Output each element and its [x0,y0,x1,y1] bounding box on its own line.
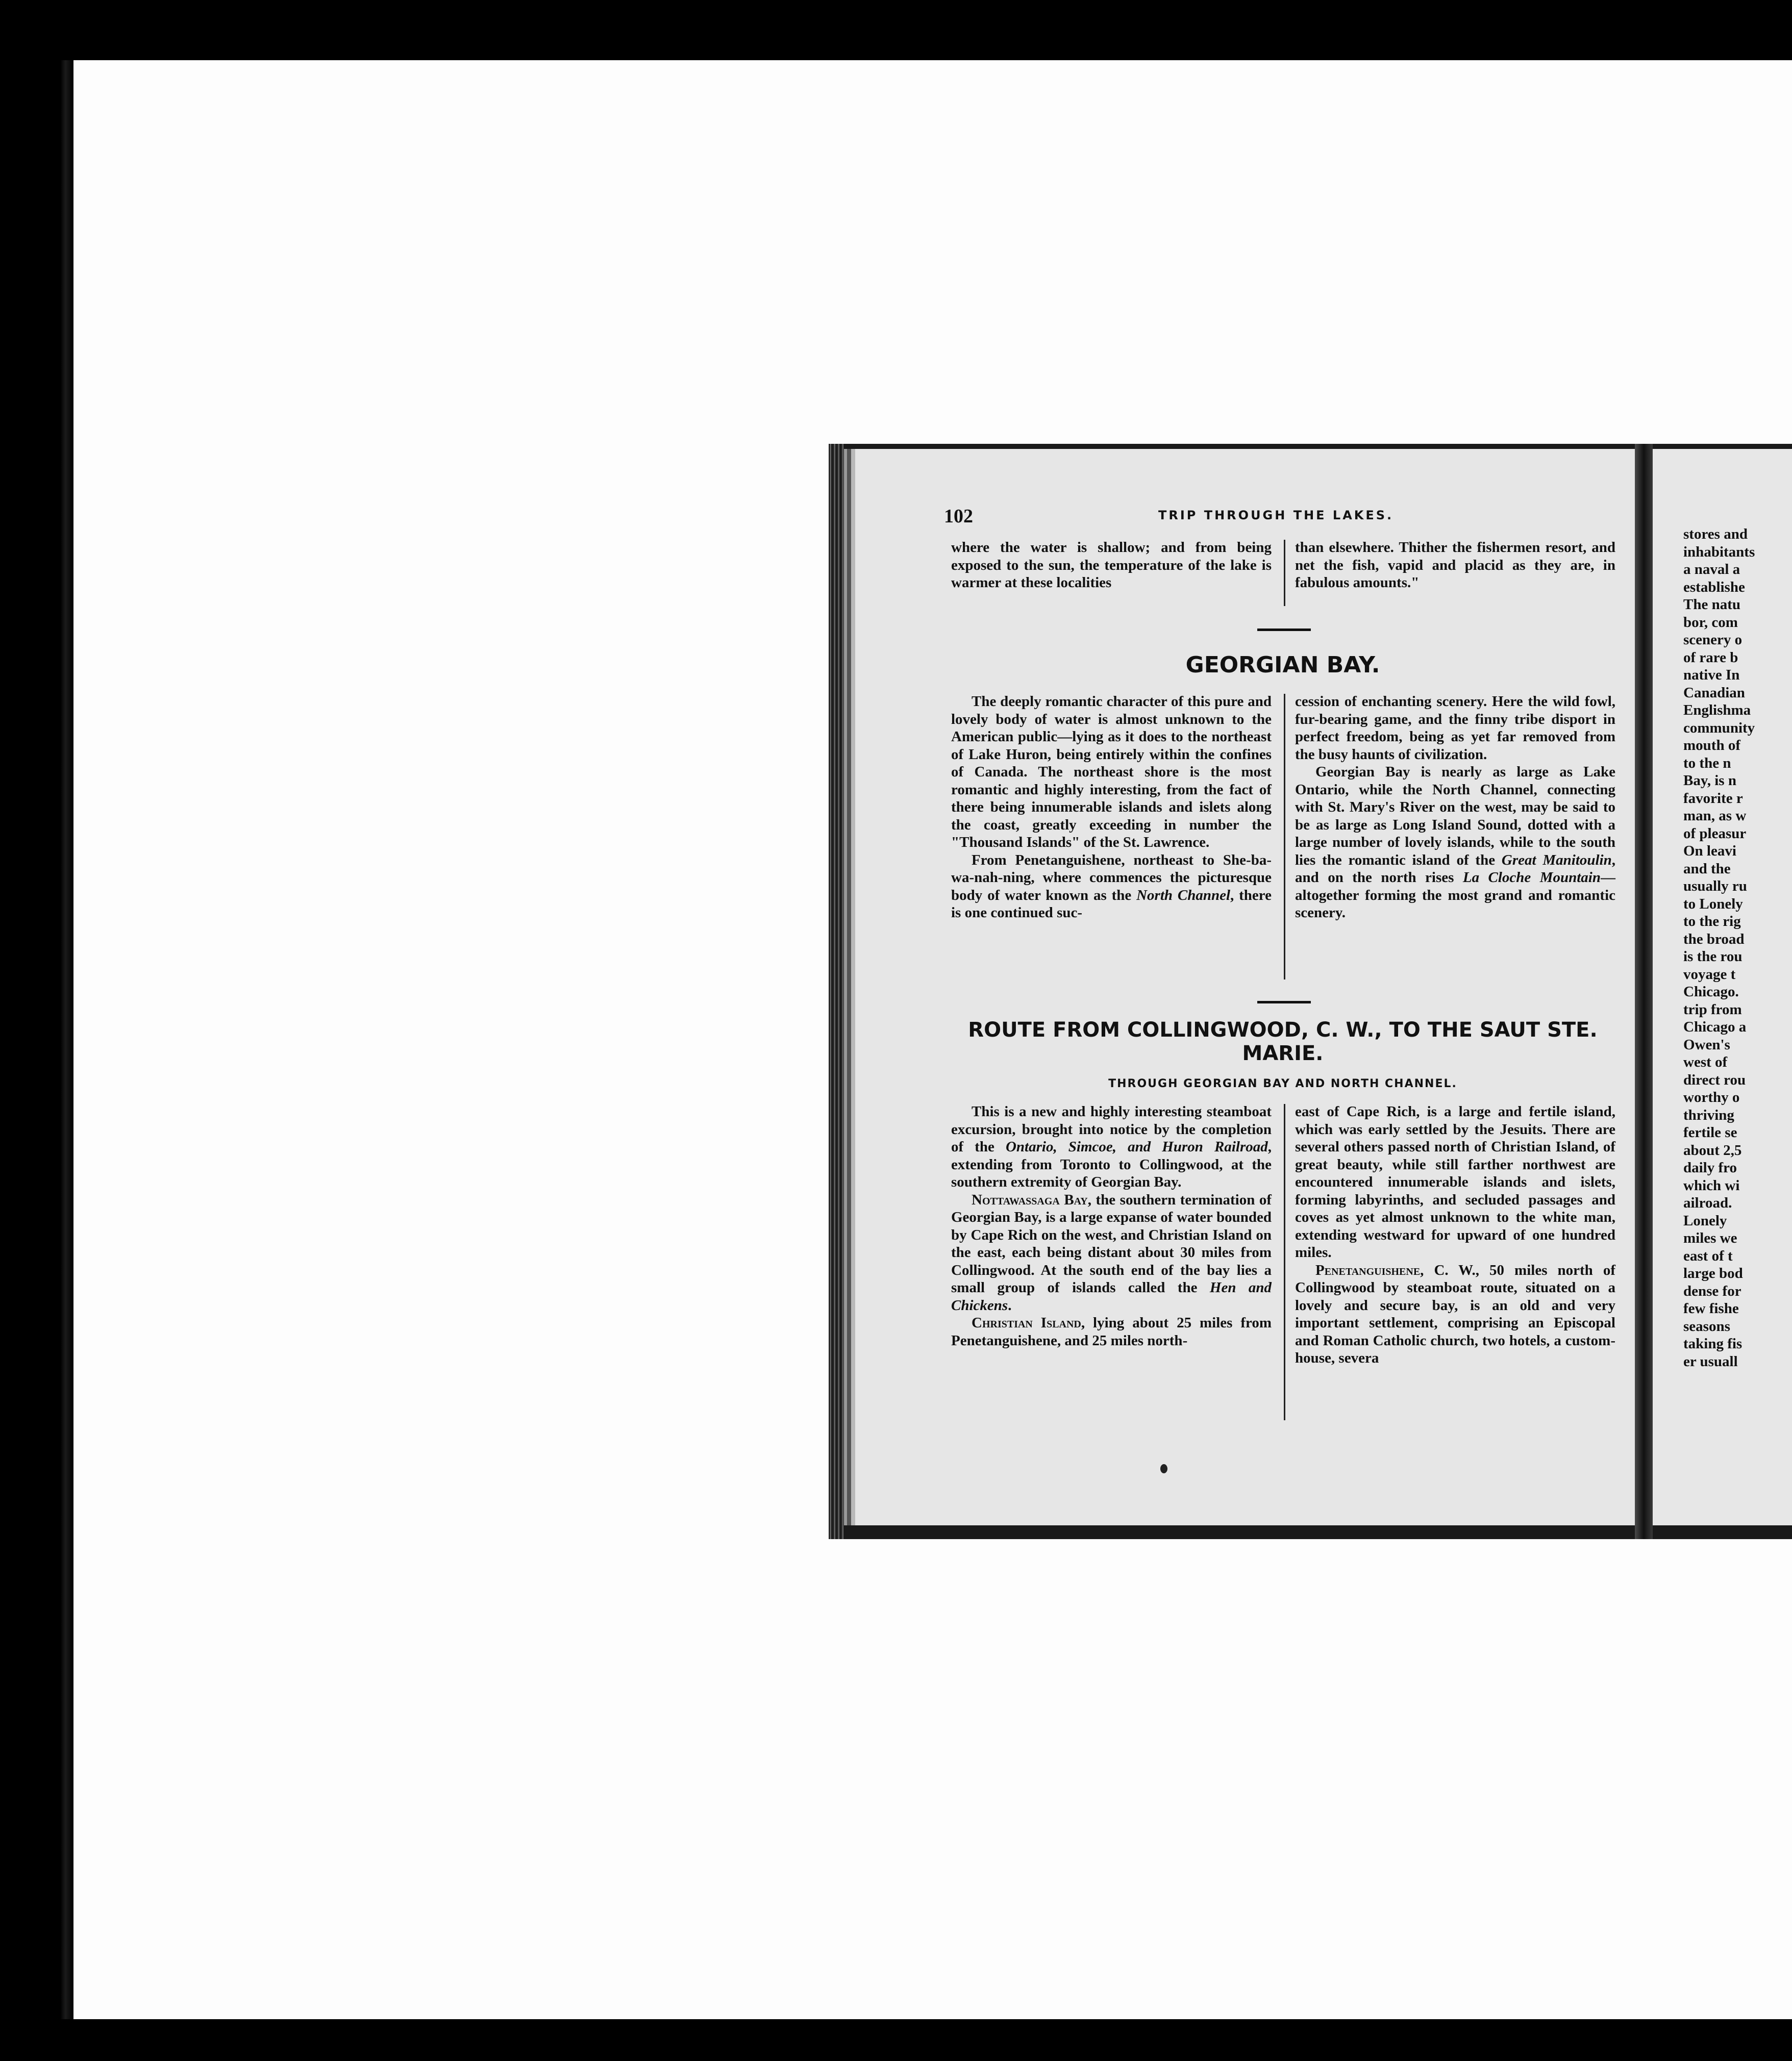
facing-page-line: east of t [1683,1247,1733,1264]
microfilm-frame [60,60,1792,2019]
facing-page-line: Owen's [1683,1036,1730,1053]
facing-page-line: and the [1683,860,1731,877]
facing-page-line: west of [1683,1054,1728,1070]
facing-page-line: Canadian [1683,684,1745,701]
facing-page-line: Englishma [1683,702,1751,718]
running-title: TRIP THROUGH THE LAKES. [1158,508,1394,522]
route-paragraph: Nottawassaga Bay, the southern termination of Georgian Bay, is a large expanse of water bounded by Cape Rich on the west, and Christian Island on the east, each being distant about 30 miles from Collingwood. At the south end of the bay lies a small group of islands called the Hen and Chickens. [951,1191,1272,1314]
intro-column-right [1295,539,1615,592]
left-page [844,449,1635,1525]
intro-left-text: where the water is shallow; and from being exposed to the sun, the temperature of the lake is warmer at these localities [951,539,1272,591]
facing-page-line: bor, com [1683,614,1738,631]
facing-page-line: fertile se [1683,1124,1737,1141]
section-heading-georgian-bay: GEORGIAN BAY. [1185,652,1380,678]
facing-page-line: Chicago a [1683,1019,1747,1035]
facing-page-line: of pleasur [1683,825,1747,842]
facing-page-line: Lonely [1683,1212,1727,1229]
facing-page-line: establishe [1683,579,1745,595]
facing-page-line: trip from [1683,1001,1742,1018]
open-book [829,444,1792,1539]
route-paragraph: Christian Island, lying about 25 miles from Penetanguishene, and 25 miles north- [951,1315,1272,1349]
intro-right-text: than elsewhere. Thither the fishermen resort, and net the fish, vapid and placid as they are, in fabulous amounts." [1295,539,1615,591]
facing-page-line: usually ru [1683,878,1747,894]
facing-page-line: a naval a [1683,561,1740,577]
film-edge-strip [60,60,73,2019]
section-divider [1257,1001,1311,1003]
route-column-right [1295,1103,1615,1367]
facing-page-line: dense for [1683,1283,1741,1299]
page-number: 102 [944,506,973,527]
facing-page-line: which wi [1683,1177,1740,1194]
facing-page-text [1683,525,1792,1370]
facing-page-line: stores and [1683,526,1748,542]
route-paragraph: Penetanguishene, C. W., 50 miles north of Collingwood by steamboat route, situated on a lovely and secure bay, is an old and very important settlement, comprising an Episcopal and Roman Catholic church, two hotels, a custom-house, severa [1295,1262,1615,1366]
route-heading-line: ROUTE FROM COLLINGWOOD, C. W., TO THE SAUT STE. [968,1018,1598,1042]
georgian-column-right [1295,693,1615,922]
facing-page-line: ailroad. [1683,1195,1732,1211]
facing-page-line: native In [1683,667,1740,683]
georgian-paragraph: The deeply romantic character of this pure and lovely body of water is almost unknown to the American public—lying as it does to the northeast of Lake Huron, being entirely within the confines of Canada. The northeast shore is the most romantic and highly interesting, from the fact of there being innumerable islands and islets along the coast, greatly exceeding in number the "Thousand Islands" of the St. Lawrence. [951,693,1272,850]
route-heading-line: MARIE. [1242,1042,1324,1065]
facing-page-line: seasons [1683,1318,1730,1335]
facing-page [1653,449,1792,1525]
facing-page-line: about 2,5 [1683,1142,1742,1159]
facing-page-line: inhabitants [1683,543,1755,560]
facing-page-line: favorite r [1683,790,1743,807]
facing-page-line: worthy o [1683,1089,1740,1105]
facing-page-line: er usuall [1683,1353,1738,1370]
facing-page-line: miles we [1683,1230,1737,1246]
facing-page-line: to the n [1683,755,1731,771]
book-gutter [1635,444,1653,1539]
route-column-left [951,1103,1272,1349]
facing-page-line: Chicago. [1683,984,1739,1000]
route-paragraph: east of Cape Rich, is a large and fertile island, which was early settled by the Jesuits. There are several others passed north of Christian Island, of great beauty, while still farther northwest are encountered innumerable islands and islets, forming labyrinths, and secluded passages and coves as yet almost unknown to the white man, extending westward for upward of one hundred miles. [1295,1103,1615,1261]
section-divider [1257,629,1311,631]
section-heading-route [936,1018,1630,1065]
facing-page-line: daily fro [1683,1160,1737,1176]
column-rule [1284,540,1285,606]
facing-page-line: to Lonely [1683,895,1743,912]
column-rule [1284,1104,1285,1420]
georgian-paragraph: Georgian Bay is nearly as large as Lake Ontario, while the North Channel, connecting with St. Mary's River on the west, may be said to be as large as Long Island Sound, dotted with a large number of lovely islands, while to the south lies the romantic island of the Great Manitoulin, and on the north rises La Cloche Mountain—altogether forming the most grand and romantic scenery. [1295,764,1615,921]
facing-page-line: man, as w [1683,808,1747,824]
facing-page-line: scenery o [1683,632,1743,648]
route-paragraph: This is a new and highly interesting steamboat excursion, brought into notice by the completion of the Ontario, Simcoe, and Huron Railroad, extending from Toronto to Collingwood, at the southern extremity of Georgian Bay. [951,1103,1272,1190]
section-subheading: THROUGH GEORGIAN BAY AND NORTH CHANNEL. [1108,1077,1457,1090]
facing-page-line: of rare b [1683,649,1738,666]
facing-page-line: direct rou [1683,1071,1746,1088]
facing-page-line: large bod [1683,1265,1743,1281]
facing-page-line: voyage t [1683,966,1736,983]
facing-page-line: mouth of [1683,737,1740,753]
facing-page-line: Bay, is n [1683,772,1736,789]
intro-column-left [951,539,1272,592]
georgian-paragraph: From Penetanguishene, northeast to She-ba-wa-nah-ning, where commences the picturesque body of water known as the North Channel, there is one continued suc- [951,851,1272,921]
facing-page-line: the broad [1683,931,1745,947]
facing-page-line: taking fis [1683,1336,1743,1352]
facing-page-line: to the rig [1683,913,1741,929]
page-edges [829,444,844,1539]
georgian-column-left [951,693,1272,922]
facing-page-line: community [1683,719,1755,736]
facing-page-line: few fishe [1683,1300,1739,1317]
facing-page-line: The natu [1683,596,1741,613]
facing-page-line: thriving [1683,1107,1734,1123]
running-head [944,505,1628,525]
facing-page-line: is the rou [1683,948,1743,965]
facing-page-line: On leavi [1683,843,1736,859]
ink-speck [1160,1464,1167,1473]
georgian-paragraph: cession of enchanting scenery. Here the wild fowl, fur-bearing game, and the finny tribe disport in perfect freedom, being as yet far removed from the busy haunts of civilization. [1295,693,1615,763]
column-rule [1284,694,1285,979]
